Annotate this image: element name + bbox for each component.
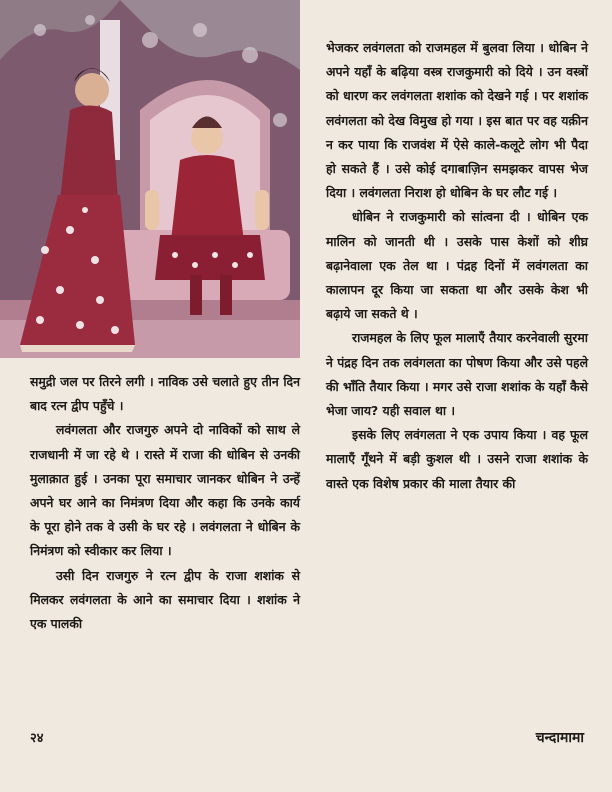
paragraph: उसी दिन राजगुरु ने रत्न द्वीप के राजा शशांक से मिलकर लवंगलता के आने का समाचार दिया । शशांक ने एक पालकी — [30, 567, 300, 632]
paragraph: राजमहल के लिए फूल मालाएँ तैयार करनेवाली सुरमा ने पंद्रह दिन तक लवंगलता का पोषण किया और उसे पहले की भाँति तैयार किया । मगर उसे राजा शशांक के यहाँ कैसे भेजा जाय? यही सवाल था । — [326, 330, 588, 419]
paragraph: धोबिन ने राजकुमारी को सांत्वना दी । धोबिन एक मालिन को जानती थी । उसके पास केशों को शीघ्र बढ़ानेवाला एक तेल था । पंद्रह दिनों में लवंगलता का कालापन दूर किया जा सकता था और उसके केश भी बढ़ाये जा सकते थे । — [326, 209, 588, 322]
court-scene-illustration — [0, 0, 300, 358]
page-number: २४ — [30, 731, 44, 746]
paragraph: समुद्री जल पर तिरने लगी । नाविक उसे चलाते हुए तीन दिन बाद रत्न द्वीप पहुँचे । — [30, 374, 300, 414]
paragraph: लवंगलता और राजगुरु अपने दो नाविकों को साथ ले राजधानी में जा रहे थे । रास्ते में राजा की धोबिन से उनकी मुलाक़ात हुई । उनका पूरा समाचार जानकर धोबिन ने उन्हें अपने घर आने का निमंत्रण दिया और कहा कि उनके कार्य के पूरा होने तक वे उसी के घर रहे । लवंगलता ने धोबिन के निमंत्रण को स्वीकार कर लिया । — [30, 422, 300, 559]
magazine-name: चन्दामामा — [535, 730, 584, 746]
right-text-column — [326, 36, 588, 496]
paragraph: इसके लिए लवंगलता ने एक उपाय किया । वह फूल मालाएँ गूँथने में बड़ी कुशल थी । उसने राजा शशांक के वास्ते एक विशेष प्रकार की माला तैयार की — [326, 427, 588, 491]
paragraph: भेजकर लवंगलता को राजमहल में बुलवा लिया । धोबिन ने अपने यहाँ के बढ़िया वस्त्र राजकुमारी को दिये । उन वस्त्रों को धारण कर लवंगलता शशांक को देखने गई । पर शशांक लवंगलता को देख विमुख हो गया । इस बात पर वह यक़ीन न कर पाया कि राजवंश में ऐसे काले-कलूटे लोग भी पैदा हो सकते हैं । उसे कोई दगाबाज़िन समझकर वापस भेज दिया । लवंगलता निराश हो धोबिन के घर लौट गई । — [326, 40, 588, 201]
illustration-svg — [0, 0, 300, 358]
left-text-column — [30, 370, 300, 636]
